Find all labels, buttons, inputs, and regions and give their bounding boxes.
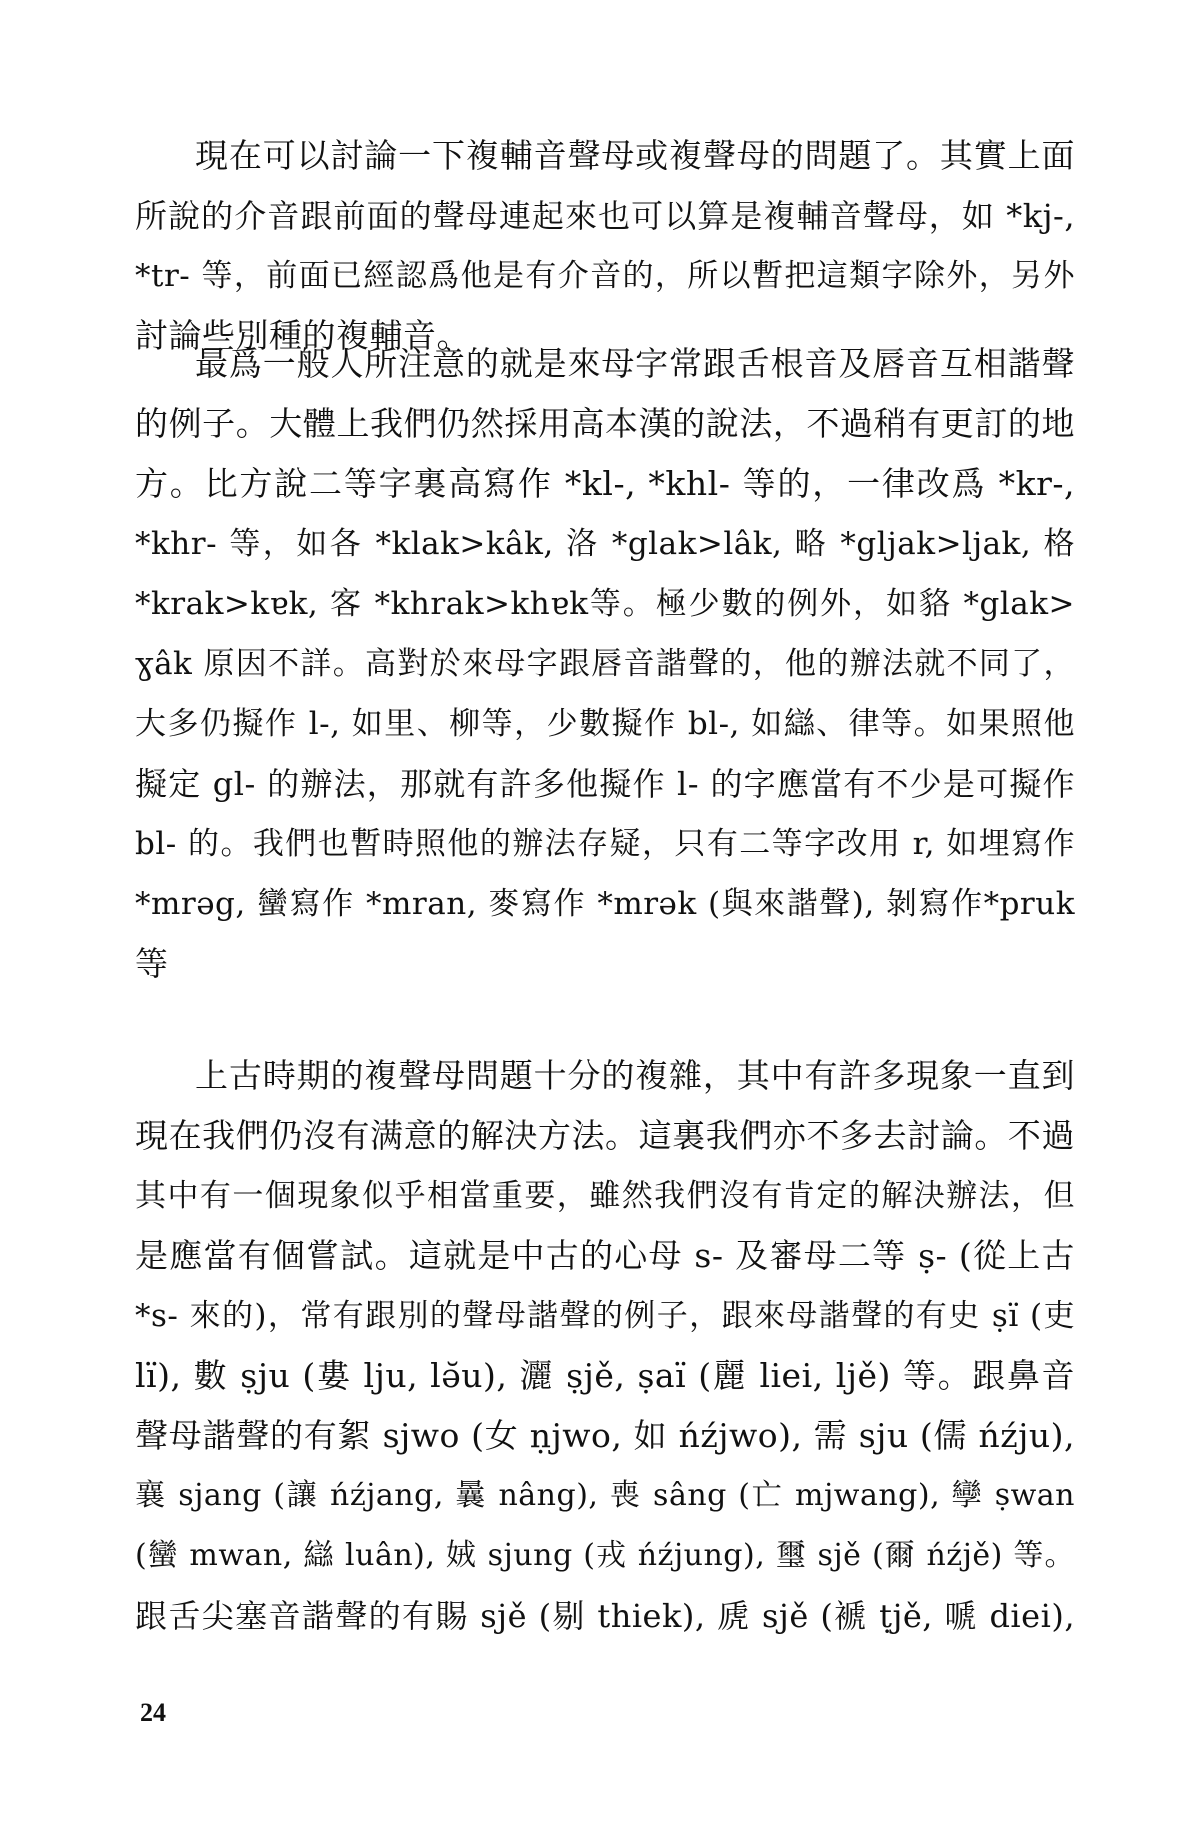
text-line: 現在我們仍沒有满意的解決方法。這裏我們亦不多去討論。不過 [135,1116,1075,1155]
text-line: *mrəg, 蠻寫作 *mran, 麥寫作 *mrək (與來諧聲), 剝寫作*pruk [135,886,1075,922]
text-line: 討論些別種的複輔音。 [135,316,470,355]
text-line: 大多仍擬作 l-, 如里、柳等，少數擬作 bl-, 如䜌、律等。如果照他 [135,706,1075,742]
text-line: ɣâk 原因不詳。高對於來母字跟唇音諧聲的，他的辦法就不同了， [135,646,1075,682]
text-line: 等 [135,944,169,983]
page-number: 24 [140,1698,166,1727]
text-line: 跟舌尖塞音諧聲的有賜 sjě (剔 thiek), 虒 sjě (褫 ṭjě, 嗁 diei), [135,1597,1075,1635]
text-line: *tr- 等，前面已經認爲他是有介音的，所以暫把這類字除外，另外 [135,258,1075,294]
text-line: *krak>kɐk, 客 *khrak>khɐk等。極少數的例外，如貉 *glak> [135,586,1075,622]
text-line: *khr- 等，如各 *klak>kâk, 洛 *glak>lâk, 略 *gljak>ljak, 格 [135,526,1075,562]
text-line: 所說的介音跟前面的聲母連起來也可以算是複輔音聲母，如 *kj-, [135,197,1075,235]
text-line: 現在可以討論一下複輔音聲母或複聲母的問題了。其實上面 [195,136,1075,175]
text-line: 上古時期的複聲母問題十分的複雜，其中有許多現象一直到 [195,1056,1075,1095]
text-line: 聲母諧聲的有絮 sjwo (女 ṇjwo, 如 ńźjwo), 需 sju (儒 ńźju), [135,1416,1075,1455]
text-line: (蠻 mwan, 䜌 luân), 娀 sjung (戎 ńźjung), 璽 sjě (爾 ńźjě) 等。 [135,1538,1075,1573]
text-line: *s- 來的)，常有跟別的聲母諧聲的例子，跟來母諧聲的有史 ṣï (吏 [135,1298,1075,1334]
text-line: 擬定 gl- 的辦法，那就有許多他擬作 l- 的字應當有不少是可擬作 [135,765,1075,803]
text-line: 最爲一般人所注意的就是來母字常跟舌根音及唇音互相諧聲 [195,344,1075,383]
text-line: 是應當有個嘗試。這就是中古的心母 s- 及審母二等 ṣ- (從上古 [135,1236,1075,1275]
text-line: 的例子。大體上我們仍然採用高本漢的說法，不過稍有更訂的地 [135,404,1075,443]
paragraph-2 [135,334,1075,994]
text-line: bl- 的。我們也暫時照他的辦法存疑，只有二等字改用 r, 如埋寫作 [135,826,1075,862]
text-line: 方。比方說二等字裏高寫作 *kl-, *khl- 等的，一律改爲 *kr-, [135,464,1075,503]
paragraph-3 [135,1046,1075,1646]
text-line: 襄 sjang (讓 ńźjang, 曩 nâng), 喪 sâng (亡 mjwang), 孿 ṣwan [135,1478,1075,1513]
paragraph-1 [135,126,1075,366]
text-line: lï), 數 ṣju (婁 lju, lǝ̆u), 灑 ṣjě, ṣaï (麗 liei, ljě) 等。跟鼻音 [135,1356,1075,1395]
text-line: 其中有一個現象似乎相當重要，雖然我們沒有肯定的解決辦法，但 [135,1178,1075,1214]
